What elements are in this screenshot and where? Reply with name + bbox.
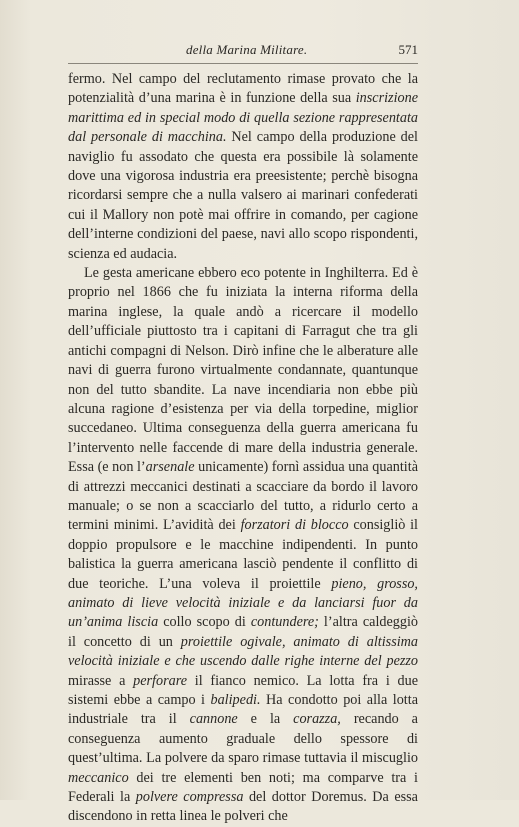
italic-text: contundere; — [250, 614, 319, 631]
text-run: dei tre elementi ben noti; ma comparve tra i Federali la — [68, 769, 418, 806]
text-run: e la — [237, 711, 294, 728]
text-run: il fianco nemico. La lotta fra i due sistemi ebbe a campo i — [68, 672, 418, 708]
text-run: recando a conseguenza aumento graduale dello spessore di quest’ultima. La polvere da sparo rimase tuttavia il miscuglio — [68, 711, 418, 767]
text-run: Nel campo della produzione del naviglio fu assodato che questa era possibile là solamente dove una vigorosa industria era preesistente; perchè bisogna ricordarsi sempre che a nulla valsero ai marinari confederati cui il Mallory non potè mai offrire in comando, per cagione dell’interne condizioni del paese, navi allo scopo rispondenti, scienza ed audacia. — [68, 129, 418, 262]
running-title: della Marina Militare. — [186, 42, 308, 57]
page-number: 571 — [398, 42, 418, 57]
page-header — [68, 38, 418, 58]
text-run: mirasse a — [68, 672, 134, 689]
italic-text: arsenale — [145, 459, 195, 476]
text-run: fermo. Nel campo del reclutamento rimase provato che la potenzialità d’una marina è in funzione della sua — [68, 71, 418, 107]
paragraph — [68, 70, 418, 264]
text-run: del dottor Doremus. Da essa discendono in retta linea le polveri che — [68, 789, 418, 825]
paragraph — [68, 264, 418, 827]
italic-text: cannone — [189, 711, 238, 728]
text-run: Le gesta americane ebbero eco potente in Inghilterra. Ed è proprio nel 1866 che fu iniziata la interna riforma della marina inglese, la quale andò a ricercare il modello dell’ufficiale piuttosto tra i capitani di Farragut che tra gli antichi compagni di Nelson. Dirò infine che le alberature alle navi di guerra furono virtualmente condannate, quantunque non del tutto sbandite. La nave incendiaria non ebbe più alcuna ragione d’esistenza per via della torpedine, miglior succedaneo. Ultima conseguenza della guerra americana fu l’intervento nelle faccende di mare della industria generale. Essa (e non l’ — [68, 265, 418, 476]
header-rule — [68, 63, 418, 64]
italic-text: corazza, — [293, 711, 341, 728]
text-run: l’altra caldeggiò il concetto di un — [68, 614, 418, 650]
italic-text: inscrizione marittima ed in special modo di quella sezione rappresentata dal personale di macchina. — [68, 90, 418, 146]
italic-text: proiettile ogivale, animato di altissima velocità iniziale e che uscendo dalle righe interne del pezzo — [68, 633, 418, 670]
text-run: collo scopo di — [158, 614, 251, 631]
text-run: Ha condotto poi alla lotta industriale tra il — [68, 692, 418, 728]
text-run: unicamente) fornì assidua una quantità di attrezzi meccanici destinati a scacciare da bordo il lavoro manuale; o se non a scacciarlo del tutto, a ridurlo certo a termini minimi. L’avidità dei — [68, 459, 418, 534]
italic-text: balipedi. — [210, 692, 261, 708]
italic-text: polvere compressa — [135, 789, 244, 806]
italic-text: pieno, grosso, animato di lieve velocità iniziale e da lanciarsi fuor da un’anima liscia — [68, 575, 418, 631]
italic-text: perforare — [133, 672, 187, 689]
italic-text: forzatori di blocco — [240, 517, 349, 534]
body-text — [68, 70, 418, 827]
text-run: consigliò il doppio propulsore e le macchine indipendenti. In punto balistica la guerra americana lasciò pendente il conflitto di due teoriche. L’una voleva il proiettile — [68, 517, 418, 592]
italic-text: meccanico — [68, 769, 129, 786]
